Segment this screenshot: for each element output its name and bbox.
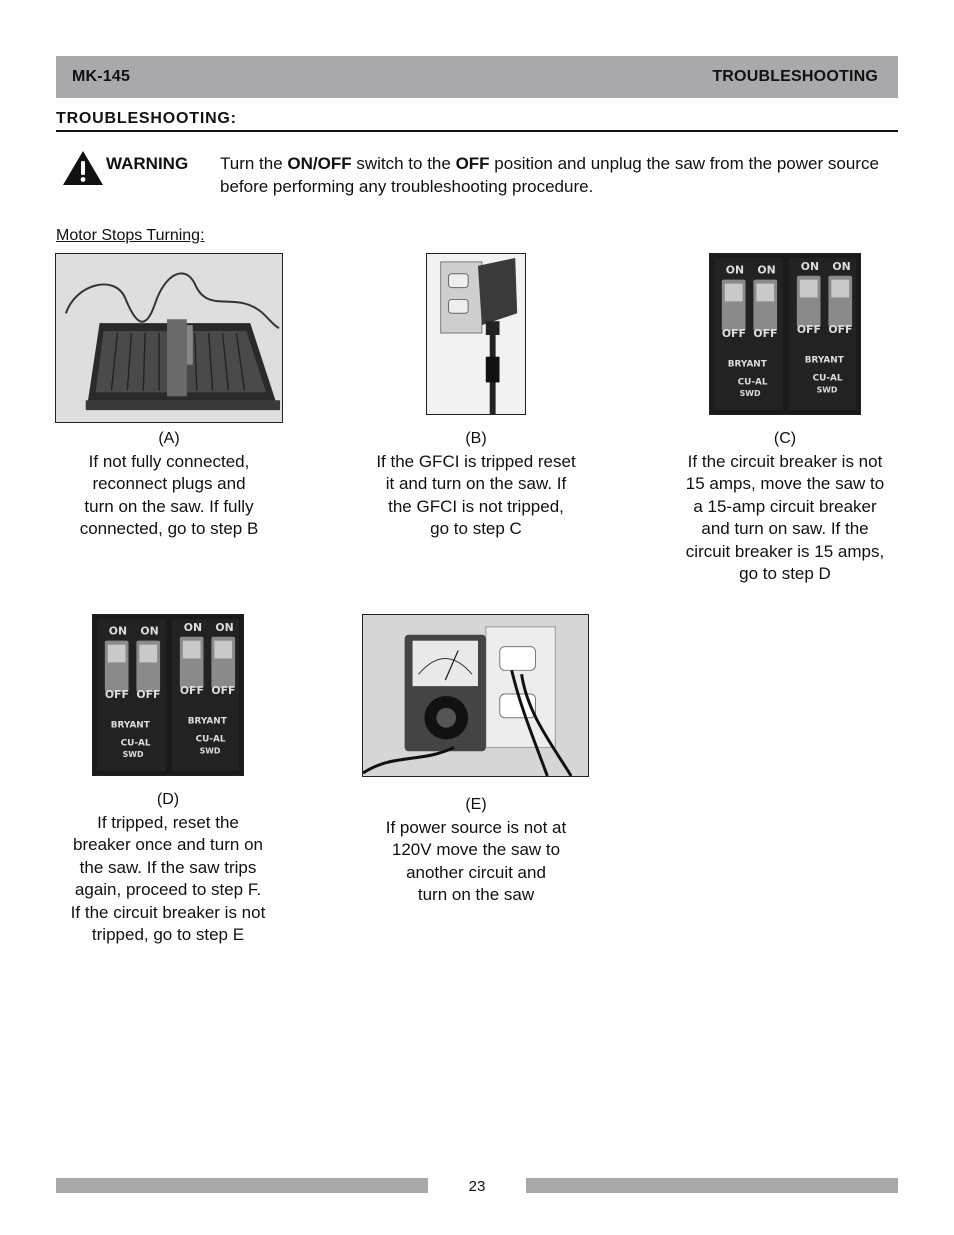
model-number: MK-145 bbox=[72, 68, 131, 85]
photo-gfci-outlet bbox=[426, 253, 526, 415]
svg-text:ON: ON bbox=[725, 263, 745, 277]
svg-text:OFF: OFF bbox=[828, 323, 853, 337]
svg-text:CU-AL: CU-AL bbox=[812, 373, 843, 384]
footer-bar-right bbox=[526, 1178, 898, 1193]
step-c-caption: (C) If the circuit breaker is not 15 amps, move the saw to a 15-amp circuit breaker and turn on saw. If the circuit breaker is 15 amps, go to step D bbox=[685, 430, 885, 583]
svg-text:OFF: OFF bbox=[211, 684, 236, 698]
svg-text:OFF: OFF bbox=[136, 687, 161, 701]
svg-text:CU-AL: CU-AL bbox=[195, 734, 226, 745]
svg-text:BRYANT: BRYANT bbox=[187, 716, 227, 727]
svg-text:SWD: SWD bbox=[739, 389, 761, 399]
photo-tile-saw bbox=[55, 253, 283, 423]
section-title: TROUBLESHOOTING: bbox=[56, 110, 898, 132]
svg-text:BRYANT: BRYANT bbox=[804, 355, 844, 366]
motor-stops-subheading: Motor Stops Turning: bbox=[56, 227, 205, 244]
svg-text:CU-AL: CU-AL bbox=[120, 738, 151, 749]
svg-text:ON: ON bbox=[800, 259, 820, 273]
svg-text:BRYANT: BRYANT bbox=[110, 720, 150, 731]
svg-text:OFF: OFF bbox=[753, 326, 778, 340]
photo-circuit-breakers-c bbox=[709, 253, 861, 415]
step-b-caption: (B) If the GFCI is tripped reset it and turn on the saw. If the GFCI is not tripped, go to step C bbox=[376, 430, 576, 538]
footer-bar-left bbox=[56, 1178, 428, 1193]
svg-text:CU-AL: CU-AL bbox=[737, 377, 768, 388]
svg-text:BRYANT: BRYANT bbox=[727, 359, 767, 370]
photo-multimeter bbox=[362, 614, 589, 777]
svg-text:OFF: OFF bbox=[796, 323, 821, 337]
page-number: 23 bbox=[468, 1178, 486, 1195]
svg-text:OFF: OFF bbox=[721, 326, 746, 340]
photo-circuit-breakers-d bbox=[92, 614, 244, 776]
svg-text:ON: ON bbox=[108, 624, 128, 638]
svg-text:OFF: OFF bbox=[104, 687, 129, 701]
svg-text:ON: ON bbox=[215, 620, 234, 634]
warning-triangle-icon bbox=[62, 150, 104, 186]
svg-text:ON: ON bbox=[140, 624, 159, 638]
page-header bbox=[56, 56, 898, 98]
header-section: TROUBLESHOOTING bbox=[712, 68, 878, 85]
warning-label: WARNING bbox=[106, 154, 189, 173]
step-e-caption: (E) If power source is not at 120V move the saw to another circuit and turn on the saw bbox=[385, 796, 567, 904]
step-d-caption: (D) If tripped, reset the breaker once and turn on the saw. If the saw trips again, proceed to step F. If the circuit breaker is not tripped, go to step E bbox=[70, 791, 266, 944]
svg-text:SWD: SWD bbox=[199, 746, 221, 756]
svg-text:SWD: SWD bbox=[122, 750, 144, 760]
warning-text: Turn the ON/OFF switch to the OFF position and unplug the saw from the power source before performing any troubleshooting procedure. bbox=[220, 154, 879, 196]
svg-text:ON: ON bbox=[183, 620, 203, 634]
step-a-caption: (A) If not fully connected, reconnect plugs and turn on the saw. If fully connected, go to step B bbox=[79, 430, 259, 538]
svg-text:OFF: OFF bbox=[179, 684, 204, 698]
svg-text:ON: ON bbox=[832, 259, 851, 273]
svg-text:ON: ON bbox=[757, 263, 776, 277]
svg-text:SWD: SWD bbox=[816, 385, 838, 395]
